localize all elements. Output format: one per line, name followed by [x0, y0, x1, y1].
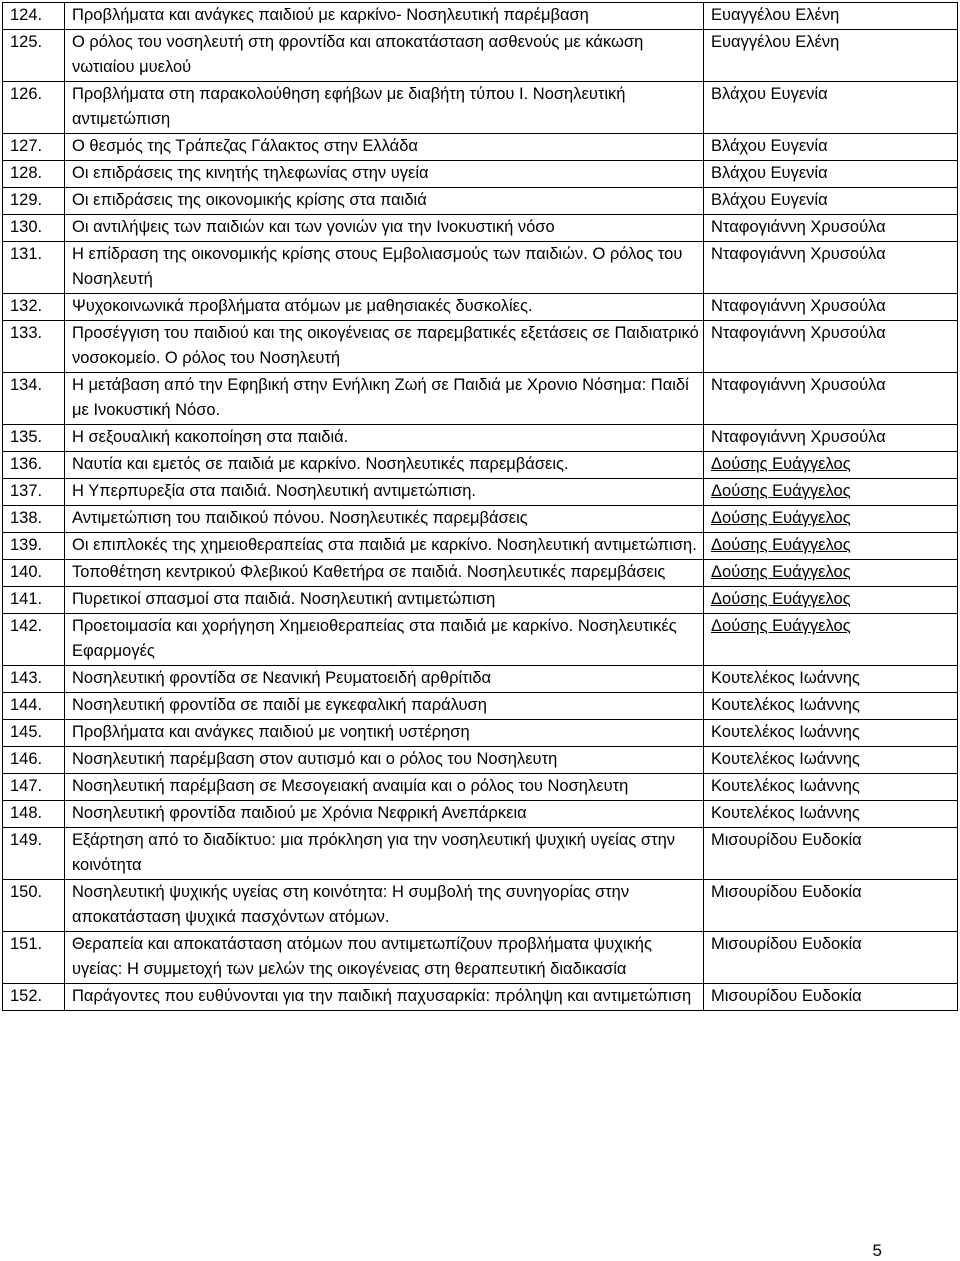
- supervisor-name: Δούσης Ευάγγελος: [704, 452, 958, 479]
- topic-number: 138.: [3, 506, 65, 533]
- topic-title: Αντιμετώπιση του παιδικού πόνου. Νοσηλευτικές παρεμβάσεις: [65, 506, 704, 533]
- topic-number: 142.: [3, 614, 65, 666]
- supervisor-name: Κουτελέκος Ιωάννης: [704, 666, 958, 693]
- topic-title: Προετοιμασία και χορήγηση Χημειοθεραπείας στα παιδιά με καρκίνο. Νοσηλευτικές Εφαρμογές: [65, 614, 704, 666]
- topic-number: 124.: [3, 3, 65, 30]
- table-row: [3, 720, 958, 747]
- topic-number: 136.: [3, 452, 65, 479]
- topic-title: Ψυχοκοινωνικά προβλήματα ατόμων με μαθησιακές δυσκολίες.: [65, 294, 704, 321]
- topic-title: Η μετάβαση από την Εφηβική στην Ενήλικη Ζωή σε Παιδιά με Χρονιο Νόσημα: Παιδί με Ινοκυστική Νόσο.: [65, 373, 704, 425]
- table-row: [3, 666, 958, 693]
- supervisor-name: Δούσης Ευάγγελος: [704, 560, 958, 587]
- topic-title: Οι επιδράσεις της οικονομικής κρίσης στα παιδιά: [65, 188, 704, 215]
- supervisor-name: Μισουρίδου Ευδοκία: [704, 828, 958, 880]
- topic-number: 126.: [3, 82, 65, 134]
- topic-title: Η επίδραση της οικονομικής κρίσης στους Εμβολιασμούς των παιδιών. Ο ρόλος του Νοσηλευτή: [65, 242, 704, 294]
- topic-title: Νοσηλευτική φροντίδα σε παιδί με εγκεφαλική παράλυση: [65, 693, 704, 720]
- table-row: [3, 828, 958, 880]
- table-row: [3, 533, 958, 560]
- topic-number: 131.: [3, 242, 65, 294]
- topic-number: 151.: [3, 932, 65, 984]
- supervisor-name: Κουτελέκος Ιωάννης: [704, 774, 958, 801]
- topic-title: Ο θεσμός της Τράπεζας Γάλακτος στην Ελλάδα: [65, 134, 704, 161]
- table-row: [3, 506, 958, 533]
- supervisor-name: Νταφογιάννη Χρυσούλα: [704, 242, 958, 294]
- table-row: [3, 587, 958, 614]
- supervisor-name: Νταφογιάννη Χρυσούλα: [704, 321, 958, 373]
- topic-number: 130.: [3, 215, 65, 242]
- table-row: [3, 774, 958, 801]
- topic-number: 146.: [3, 747, 65, 774]
- topic-number: 135.: [3, 425, 65, 452]
- table-row: [3, 452, 958, 479]
- topic-number: 129.: [3, 188, 65, 215]
- table-row: [3, 242, 958, 294]
- topic-title: Νοσηλευτική παρέμβαση σε Μεσογειακή αναιμία και ο ρόλος του Νοσηλευτη: [65, 774, 704, 801]
- topic-title: Προβλήματα στη παρακολούθηση εφήβων με διαβήτη τύπου Ι. Νοσηλευτική αντιμετώπιση: [65, 82, 704, 134]
- topic-number: 150.: [3, 880, 65, 932]
- topic-title: Οι επιδράσεις της κινητής τηλεφωνίας στην υγεία: [65, 161, 704, 188]
- topic-number: 139.: [3, 533, 65, 560]
- supervisor-name: Βλάχου Ευγενία: [704, 82, 958, 134]
- topic-title: Οι αντιλήψεις των παιδιών και των γονιών για την Ινοκυστική νόσο: [65, 215, 704, 242]
- topic-title: Προσέγγιση του παιδιού και της οικογένειας σε παρεμβατικές εξετάσεις σε Παιδιατρικό νοσοκομείο. Ο ρόλος του Νοσηλευτή: [65, 321, 704, 373]
- topic-number: 132.: [3, 294, 65, 321]
- supervisor-name: Δούσης Ευάγγελος: [704, 533, 958, 560]
- table-row: [3, 984, 958, 1011]
- topic-title: Θεραπεία και αποκατάσταση ατόμων που αντιμετωπίζουν προβλήματα ψυχικής υγείας: Η συμμετοχή των μελών της οικογένειας στη θεραπευτική διαδικασία: [65, 932, 704, 984]
- supervisor-name: Κουτελέκος Ιωάννης: [704, 801, 958, 828]
- table-row: [3, 373, 958, 425]
- supervisor-name: Νταφογιάννη Χρυσούλα: [704, 425, 958, 452]
- topic-number: 149.: [3, 828, 65, 880]
- table-row: [3, 747, 958, 774]
- topic-title: Νοσηλευτική παρέμβαση στον αυτισμό και ο ρόλος του Νοσηλευτη: [65, 747, 704, 774]
- topic-number: 152.: [3, 984, 65, 1011]
- table-row: [3, 30, 958, 82]
- table-row: [3, 614, 958, 666]
- table-row: [3, 321, 958, 373]
- supervisor-name: Βλάχου Ευγενία: [704, 134, 958, 161]
- table-row: [3, 215, 958, 242]
- supervisor-name: Ευαγγέλου Ελένη: [704, 30, 958, 82]
- topic-title: Η Υπερπυρεξία στα παιδιά. Νοσηλευτική αντιμετώπιση.: [65, 479, 704, 506]
- table-row: [3, 425, 958, 452]
- supervisor-name: Δούσης Ευάγγελος: [704, 506, 958, 533]
- topic-title: Πυρετικοί σπασμοί στα παιδιά. Νοσηλευτική αντιμετώπιση: [65, 587, 704, 614]
- supervisor-name: Νταφογιάννη Χρυσούλα: [704, 373, 958, 425]
- supervisor-name: Κουτελέκος Ιωάννης: [704, 693, 958, 720]
- supervisor-name: Βλάχου Ευγενία: [704, 188, 958, 215]
- table-row: [3, 134, 958, 161]
- topic-title: Νοσηλευτική φροντίδα σε Νεανική Ρευματοειδή αρθρίτιδα: [65, 666, 704, 693]
- supervisor-name: Κουτελέκος Ιωάννης: [704, 720, 958, 747]
- topic-title: Ο ρόλος του νοσηλευτή στη φροντίδα και αποκατάσταση ασθενούς με κάκωση νωτιαίου μυελού: [65, 30, 704, 82]
- table-row: [3, 188, 958, 215]
- topic-title: Νοσηλευτική φροντίδα παιδιού με Χρόνια Νεφρική Ανεπάρκεια: [65, 801, 704, 828]
- topic-number: 134.: [3, 373, 65, 425]
- topic-title: Παράγοντες που ευθύνονται για την παιδική παχυσαρκία: πρόληψη και αντιμετώπιση: [65, 984, 704, 1011]
- supervisor-name: Δούσης Ευάγγελος: [704, 479, 958, 506]
- topic-title: Προβλήματα και ανάγκες παιδιού με καρκίνο- Νοσηλευτική παρέμβαση: [65, 3, 704, 30]
- supervisor-name: Δούσης Ευάγγελος: [704, 587, 958, 614]
- topic-number: 125.: [3, 30, 65, 82]
- table-row: [3, 932, 958, 984]
- topic-title: Η σεξουαλική κακοποίηση στα παιδιά.: [65, 425, 704, 452]
- table-row: [3, 560, 958, 587]
- topic-number: 128.: [3, 161, 65, 188]
- topic-title: Ναυτία και εμετός σε παιδιά με καρκίνο. Νοσηλευτικές παρεμβάσεις.: [65, 452, 704, 479]
- topic-number: 137.: [3, 479, 65, 506]
- topic-number: 141.: [3, 587, 65, 614]
- topic-number: 148.: [3, 801, 65, 828]
- topic-number: 147.: [3, 774, 65, 801]
- topic-title: Τοποθέτηση κεντρικού Φλεβικού Καθετήρα σε παιδιά. Νοσηλευτικές παρεμβάσεις: [65, 560, 704, 587]
- supervisor-name: Μισουρίδου Ευδοκία: [704, 880, 958, 932]
- supervisor-name: Νταφογιάννη Χρυσούλα: [704, 294, 958, 321]
- topic-title: Οι επιπλοκές της χημειοθεραπείας στα παιδιά με καρκίνο. Νοσηλευτική αντιμετώπιση.: [65, 533, 704, 560]
- table-row: [3, 161, 958, 188]
- supervisor-name: Μισουρίδου Ευδοκία: [704, 984, 958, 1011]
- topic-number: 140.: [3, 560, 65, 587]
- table-row: [3, 82, 958, 134]
- topic-number: 143.: [3, 666, 65, 693]
- topic-title: Εξάρτηση από το διαδίκτυο: μια πρόκληση για την νοσηλευτική ψυχική υγείας στην κοινότητα: [65, 828, 704, 880]
- supervisor-name: Βλάχου Ευγενία: [704, 161, 958, 188]
- supervisor-name: Δούσης Ευάγγελος: [704, 614, 958, 666]
- table-row: [3, 880, 958, 932]
- table-row: [3, 479, 958, 506]
- supervisor-name: Ευαγγέλου Ελένη: [704, 3, 958, 30]
- table-row: [3, 294, 958, 321]
- table-row: [3, 693, 958, 720]
- topic-title: Προβλήματα και ανάγκες παιδιού με νοητική υστέρηση: [65, 720, 704, 747]
- supervisor-name: Νταφογιάννη Χρυσούλα: [704, 215, 958, 242]
- topic-number: 127.: [3, 134, 65, 161]
- supervisor-name: Κουτελέκος Ιωάννης: [704, 747, 958, 774]
- table-row: [3, 801, 958, 828]
- topic-number: 145.: [3, 720, 65, 747]
- table-body: [3, 3, 958, 1011]
- supervisor-name: Μισουρίδου Ευδοκία: [704, 932, 958, 984]
- topic-number: 133.: [3, 321, 65, 373]
- page-number: 5: [872, 1241, 882, 1260]
- topic-number: 144.: [3, 693, 65, 720]
- table-row: [3, 3, 958, 30]
- thesis-topics-table: [2, 2, 958, 1011]
- topic-title: Νοσηλευτική ψυχικής υγείας στη κοινότητα: Η συμβολή της συνηγορίας στην αποκατάσταση ψυχικά πασχόντων ατόμων.: [65, 880, 704, 932]
